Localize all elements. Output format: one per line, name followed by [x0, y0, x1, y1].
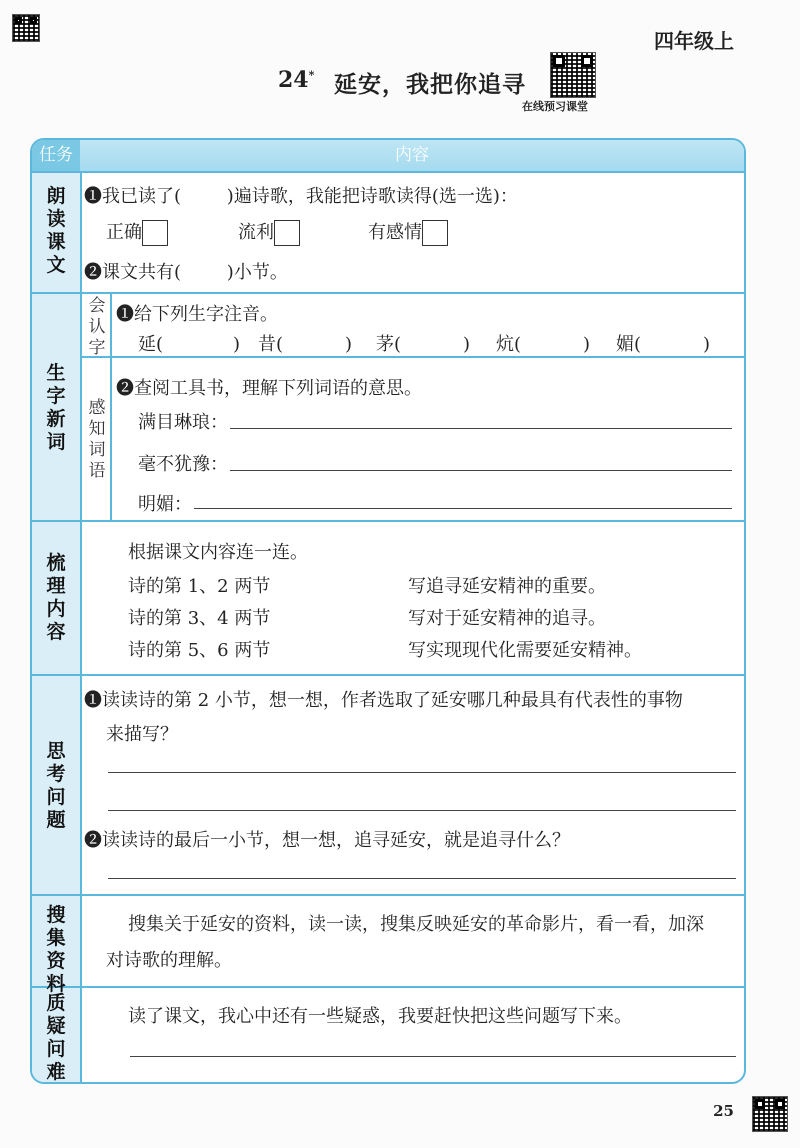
answer-line[interactable] [230, 470, 732, 471]
option-fluent[interactable]: 流利 [238, 218, 300, 246]
answer-line[interactable] [108, 772, 736, 773]
checkbox[interactable] [422, 220, 448, 246]
sort-right-2[interactable]: 写对于延安精神的追寻。 [408, 608, 606, 629]
reading-question-2: ❷课文共有( )小节。 [84, 262, 288, 283]
char-kang[interactable]: 炕( ) [496, 334, 591, 355]
char-mei[interactable]: 媚( ) [616, 334, 711, 355]
sublabel-words: 感知词语 [88, 398, 106, 481]
header-task: 任务 [32, 140, 80, 171]
footer-qr-code-icon[interactable] [752, 1096, 788, 1132]
divider [32, 894, 744, 896]
collect-text-1: 搜集关于延安的资料，读一读，搜集反映延安的革命影片，看一看，加深 [128, 914, 704, 935]
think-question-1-cont: 来描写？ [106, 724, 178, 745]
option-emotion[interactable]: 有感情 [368, 218, 448, 246]
doubt-text: 读了课文，我心中还有一些疑惑，我要赶快把这些问题写下来。 [128, 1006, 632, 1027]
table-header [32, 140, 744, 173]
lesson-number: 24* [278, 67, 315, 93]
grade-label: 四年级上 [654, 29, 734, 53]
qr-code-icon[interactable] [12, 14, 40, 42]
divider [32, 986, 744, 988]
section-label-think: 思考问题 [46, 740, 66, 831]
sort-left-2[interactable]: 诗的第 3、4 两节 [128, 608, 271, 629]
answer-line[interactable] [194, 508, 732, 509]
char-xi[interactable]: 昔( ) [258, 334, 353, 355]
checkbox[interactable] [274, 220, 300, 246]
sort-left-3[interactable]: 诗的第 5、6 两节 [128, 640, 271, 661]
section-label-collect: 搜集资料 [46, 904, 66, 995]
vocab-instruction-2: ❷查阅工具书，理解下列词语的意思。 [116, 378, 422, 399]
answer-line[interactable] [130, 1056, 736, 1057]
think-question-1: ❶读读诗的第 2 小节，想一想，作者选取了延安哪几种最具有代表性的事物 [84, 690, 683, 711]
preview-qr-code-icon[interactable] [550, 52, 596, 98]
page-number: 25 [713, 1102, 734, 1120]
option-correct[interactable]: 正确 [106, 218, 168, 246]
sort-left-1[interactable]: 诗的第 1、2 两节 [128, 576, 271, 597]
section-label-sort: 梳理内容 [46, 552, 66, 643]
sort-right-1[interactable]: 写追寻延安精神的重要。 [408, 576, 606, 597]
char-mao[interactable]: 茅( ) [376, 334, 471, 355]
sort-right-3[interactable]: 写实现现代化需要延安精神。 [408, 640, 642, 661]
sublabel-recognize: 会认字 [88, 296, 106, 358]
divider [32, 674, 744, 676]
answer-line[interactable] [230, 428, 732, 429]
divider [80, 356, 744, 358]
word-2: 毫不犹豫： [138, 454, 228, 475]
answer-line[interactable] [108, 878, 736, 879]
vocab-instruction-1: ❶给下列生字注音。 [116, 304, 278, 325]
reading-question-1: ❶我已读了( )遍诗歌，我能把诗歌读得(选一选)： [84, 186, 518, 207]
lesson-mark: * [308, 68, 315, 82]
divider [32, 292, 744, 294]
section-label-vocab: 生字新词 [46, 362, 66, 453]
word-3: 明媚： [138, 494, 192, 515]
sort-instruction: 根据课文内容连一连。 [128, 542, 308, 563]
answer-line[interactable] [108, 810, 736, 811]
page-title: 延安，我把你追寻 [334, 72, 526, 98]
checkbox[interactable] [142, 220, 168, 246]
word-1: 满目琳琅： [138, 412, 228, 433]
section-label-doubt: 质疑问难 [46, 992, 66, 1083]
collect-text-2: 对诗歌的理解。 [106, 950, 232, 971]
divider [32, 520, 744, 522]
header-content: 内容 [395, 145, 429, 165]
char-yan[interactable]: 延( ) [138, 334, 241, 355]
think-question-2: ❷读读诗的最后一小节，想一想，追寻延安，就是追寻什么？ [84, 830, 570, 851]
qr-caption: 在线预习课堂 [522, 100, 588, 113]
section-label-reading: 朗读课文 [46, 185, 66, 276]
